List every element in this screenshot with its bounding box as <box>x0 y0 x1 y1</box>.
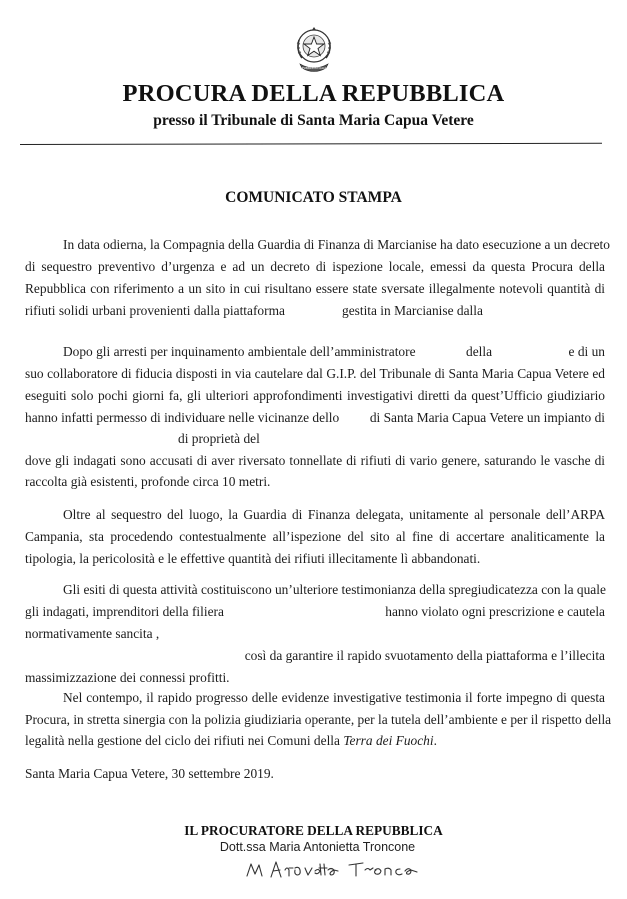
paragraph-line: eseguiti solo pochi giorni fa, gli ulteriori approfondimenti investigativi diretti da quest’Ufficio giudiziario <box>25 388 605 403</box>
paragraph-line <box>63 342 605 362</box>
terra-dei-fuochi-italic: Terra dei Fuochi <box>343 733 434 748</box>
signatory-name: Dott.ssa Maria Antonietta Troncone <box>219 840 416 854</box>
text-segment: Dopo gli arresti per inquinamento ambientale dell’amministratore <box>63 344 416 359</box>
text-segment: gli indagati, imprenditori della filiera <box>25 604 224 619</box>
text-segment: hanno infatti permesso di individuare nelle vicinanze dello <box>25 410 340 425</box>
office-title: PROCURA DELLA REPUBBLICA <box>122 80 505 107</box>
text-segment: hanno violato ogni prescrizione e cautela <box>385 604 605 619</box>
paragraph-line: Nel contempo, il rapido progresso delle evidenze investigative testimonia il forte impegno di questa <box>63 690 605 705</box>
paragraph-line: suo collaboratore di fiducia disposti in via cautelare dal G.I.P. del Tribunale di Santa Maria Capua Vetere ed <box>25 366 605 381</box>
text-segment: gestita in Marcianise dalla <box>342 303 483 318</box>
header-divider <box>20 143 602 145</box>
paragraph-line <box>25 602 605 622</box>
paragraph-line: Repubblica con riferimento a un sito in cui risultano essere state sversate illegalmente notevoli quantità di <box>25 281 605 296</box>
svg-text:REPUBBLICA ITALIANA: REPUBBLICA ITALIANA <box>297 66 331 70</box>
paragraph-line <box>25 301 605 321</box>
office-subtitle: presso il Tribunale di Santa Maria Capua Vetere <box>153 112 474 129</box>
paragraph-line: di sequestro preventivo d’urgenza e ad un decreto di ispezione locale, emessi da questa Procura della <box>25 259 605 274</box>
place-and-date: Santa Maria Capua Vetere, 30 settembre 2019. <box>25 766 274 781</box>
signature-block <box>0 822 627 856</box>
handwritten-signature-icon <box>245 856 425 882</box>
paragraph-line: normativamente sancita , <box>25 626 160 641</box>
paragraph-line <box>25 646 605 666</box>
paragraph-line <box>25 429 605 449</box>
document-heading: COMUNICATO STAMPA <box>225 189 402 206</box>
paragraph-line: massimizzazione dei connessi profitti. <box>25 670 230 685</box>
paragraph-line: Gli esiti di questa attività costituiscono un’ulteriore testimonianza della spregiudicatezza con la quale <box>63 582 606 597</box>
text-segment: di Santa Maria Capua Vetere un impianto di <box>369 410 605 425</box>
italian-republic-emblem-icon <box>292 26 336 76</box>
text-segment: . <box>433 733 437 748</box>
paragraph-line: Campania, sta procedendo contestualmente all’ispezione del sito al fine di accertare analiticamente la <box>25 529 605 544</box>
text-segment: così da garantire il rapido svuotamento della piattaforma e l’illecita <box>244 648 605 663</box>
paragraph-line: dove gli indagati sono accusati di aver riversato tonnellate di rifiuti di vario genere, saturando le vasche di <box>25 453 605 468</box>
text-segment: di proprietà del <box>178 431 260 446</box>
paragraph-line: raccolta già esistenti, profonde circa 10 metri. <box>25 474 271 489</box>
text-segment: e di un <box>568 344 605 359</box>
signatory-title: IL PROCURATORE DELLA REPUBBLICA <box>184 823 443 838</box>
text-segment: rifiuti solidi urbani provenienti dalla piattaforma <box>25 303 285 318</box>
text-segment: della <box>466 344 493 359</box>
paragraph-line: Oltre al sequestro del luogo, la Guardia di Finanza delegata, unitamente al personale dell’ARPA <box>63 507 605 522</box>
paragraph-line <box>25 408 605 428</box>
paragraph-line: In data odierna, la Compagnia della Guardia di Finanza di Marcianise ha dato esecuzione a un decreto <box>63 237 610 252</box>
paragraph-line: tipologia, la pericolosità e le effettive quantità dei rifiuti illecitamente lì abbandonati. <box>25 551 481 566</box>
paragraph-line <box>25 731 605 751</box>
text-segment: legalità nella gestione del ciclo dei rifiuti nei Comuni della <box>25 733 344 748</box>
paragraph-line: Procura, in stretta sinergia con la polizia giudiziaria operante, per la tutela dell’ambiente e per il rispetto della <box>25 712 612 727</box>
